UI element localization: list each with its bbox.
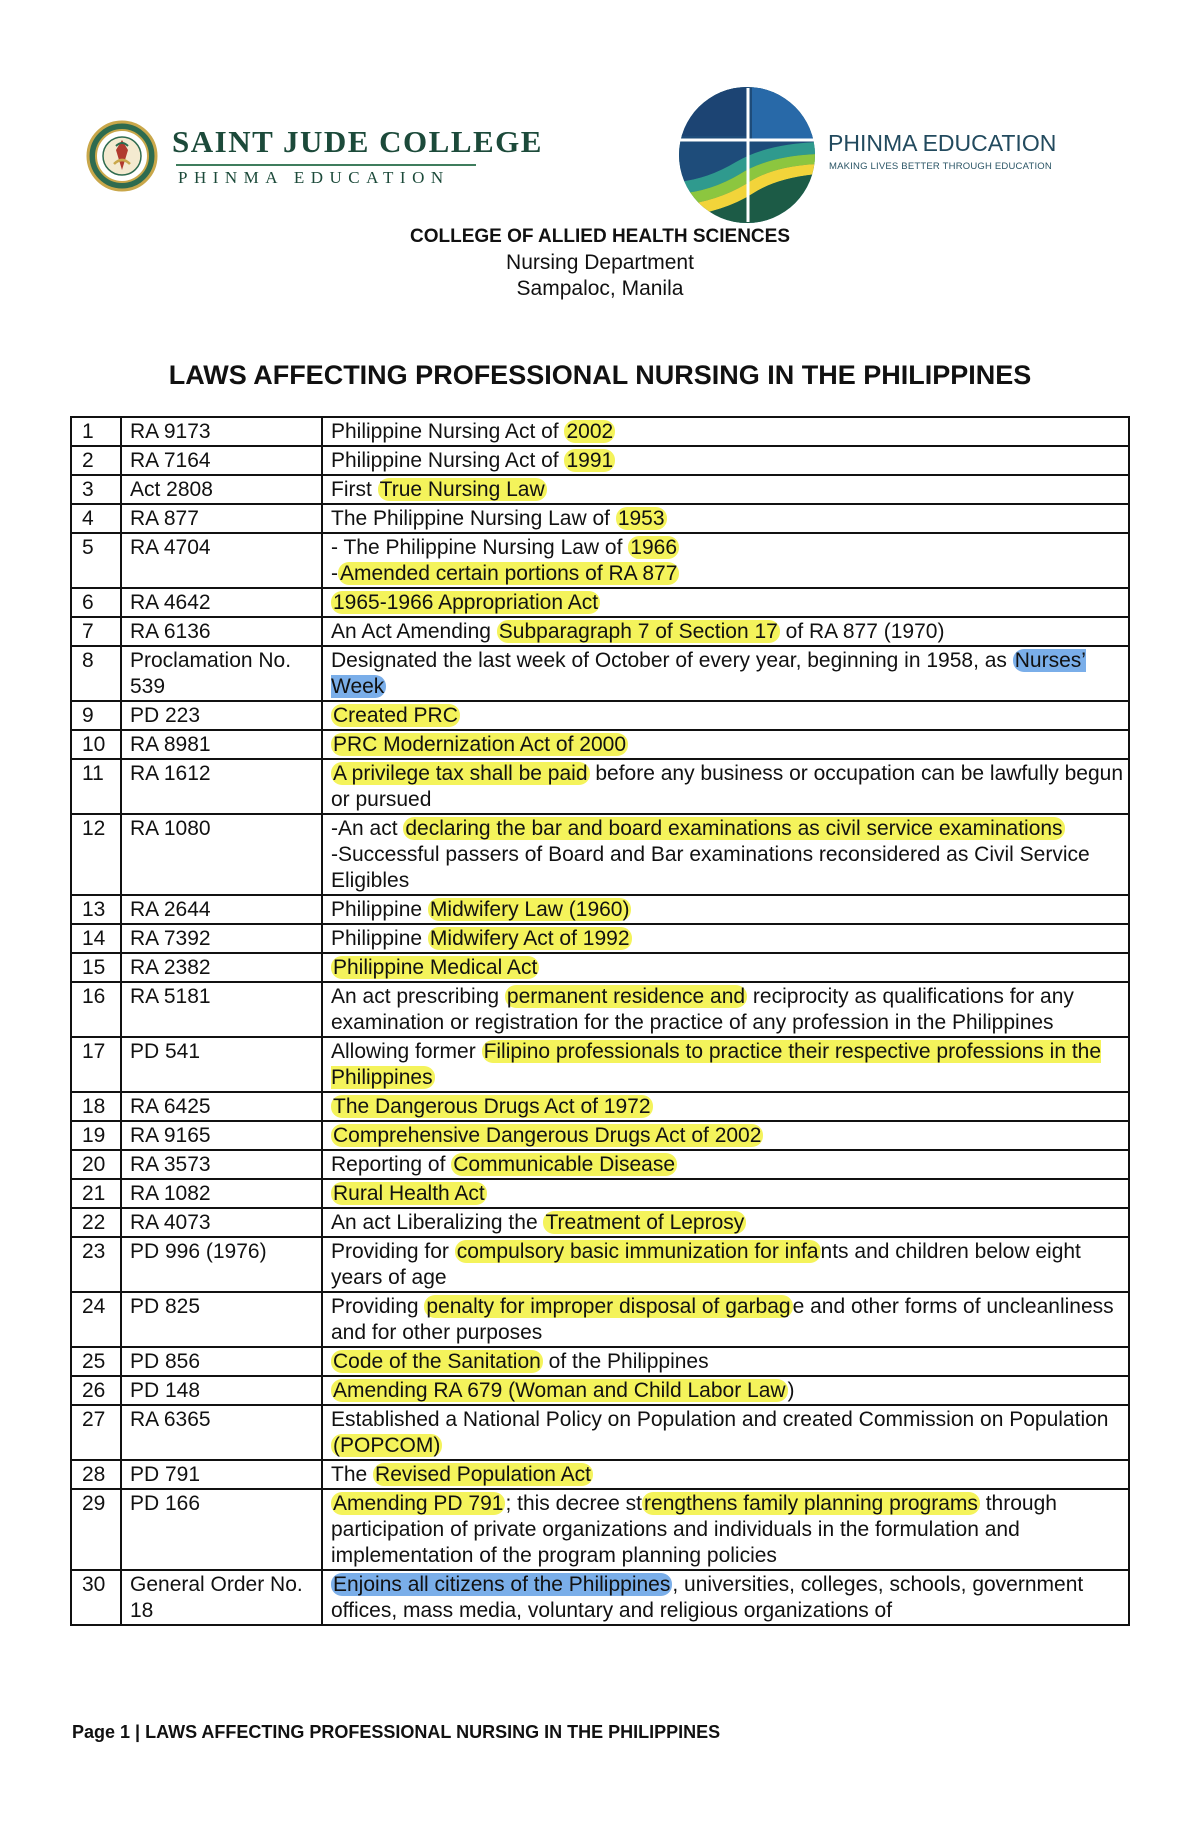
law-description [322,533,1129,588]
law-description [322,814,1129,895]
law-code: PD 825 [121,1292,322,1347]
law-code: RA 8981 [121,730,322,759]
description-text: Philippine Nursing Act of [331,420,565,443]
description-line [331,590,1123,616]
law-code: RA 4073 [121,1208,322,1237]
table-row [71,1237,1129,1292]
law-code: RA 6136 [121,617,322,646]
law-code: PD 996 (1976) [121,1237,322,1292]
description-line [331,842,1123,894]
table-row [71,1150,1129,1179]
description-line [331,1039,1123,1091]
table-row [71,446,1129,475]
description-line [331,419,1123,445]
law-code: RA 2644 [121,895,322,924]
table-row [71,953,1129,982]
sjc-logo-name: SAINT JUDE COLLEGE [172,124,543,159]
description-text: Allowing former [331,1040,482,1063]
phinma-globe-icon [676,84,818,226]
law-code: RA 9173 [121,417,322,446]
table-row [71,1179,1129,1208]
description-text: nts and children below eight years of age [331,1240,1081,1289]
laws-table [70,416,1130,1626]
law-description [322,701,1129,730]
row-number: 4 [71,504,121,533]
table-row [71,1121,1129,1150]
law-description [322,1121,1129,1150]
highlighted-text: 1965-1966 Appropriation Act [333,591,599,614]
row-number: 29 [71,1489,121,1570]
law-code: General Order No. 18 [121,1570,322,1625]
table-row [71,1460,1129,1489]
law-code: RA 877 [121,504,322,533]
description-text: Reporting of [331,1153,452,1176]
highlighted-text: A privilege tax shall be paid [333,762,588,785]
description-text: - [331,562,338,585]
row-number: 10 [71,730,121,759]
description-text: Established a National Policy on Population and created Commission on Population [331,1408,1109,1431]
description-line [331,1462,1123,1488]
row-number: 23 [71,1237,121,1292]
highlighted-text: Rural Health Act [333,1182,485,1205]
row-number: 9 [71,701,121,730]
row-number: 25 [71,1347,121,1376]
law-description [322,1092,1129,1121]
description-line [331,477,1123,503]
highlighted-text: penalty for improper disposal of garbag [426,1295,791,1318]
row-number: 19 [71,1121,121,1150]
highlighted-text: Amended certain portions of RA 877 [340,562,678,585]
description-line [331,1349,1123,1375]
description-line [331,648,1123,700]
table-row [71,1347,1129,1376]
law-code: RA 1612 [121,759,322,814]
laws-table-body [71,417,1129,1625]
law-code: RA 9165 [121,1121,322,1150]
law-description [322,504,1129,533]
law-description [322,1570,1129,1625]
law-description [322,588,1129,617]
description-line [331,1378,1123,1404]
description-text: e and other forms of uncleanliness and for other purposes [331,1295,1114,1344]
department-name: Nursing Department [506,251,694,274]
table-row [71,1092,1129,1121]
blue-highlighted-text: Nurses’ Week [331,649,1086,698]
row-number: 1 [71,417,121,446]
law-code: Proclamation No. 539 [121,646,322,701]
description-line [331,561,1123,587]
highlighted-text: Philippine Medical Act [333,956,538,979]
table-row [71,982,1129,1037]
law-description [322,475,1129,504]
table-row [71,814,1129,895]
table-row [71,924,1129,953]
description-text: Designated the last week of October of every year, beginning in 1958, as [331,649,1013,672]
table-row [71,1037,1129,1092]
description-line [331,926,1123,952]
phinma-education-logo [676,84,1076,234]
row-number: 2 [71,446,121,475]
table-row [71,1208,1129,1237]
phinma-logo-tagline: MAKING LIVES BETTER THROUGH EDUCATION [829,161,1052,172]
table-row [71,1292,1129,1347]
highlighted-text: Comprehensive Dangerous Drugs Act of 2002 [333,1124,762,1147]
description-line [331,1210,1123,1236]
description-text: of RA 877 (1970) [779,620,945,643]
law-description [322,417,1129,446]
description-text: An act Liberalizing the [331,1211,544,1234]
description-line [331,955,1123,981]
description-text: , universities, colleges, schools, government offices, mass media, voluntary and religious organizations of [331,1573,1084,1622]
law-code: RA 4704 [121,533,322,588]
table-row [71,1405,1129,1460]
law-code: Act 2808 [121,475,322,504]
description-text: of the Philippines [542,1350,709,1373]
table-row [71,617,1129,646]
law-code: RA 6365 [121,1405,322,1460]
highlighted-text: The Dangerous Drugs Act of 1972 [333,1095,651,1118]
highlighted-text: Code of the Sanitation [333,1350,541,1373]
row-number: 15 [71,953,121,982]
highlighted-text: rengthens family planning programs [644,1492,978,1515]
highlighted-text: Created PRC [333,704,458,727]
blue-highlighted-text: Enjoins all citizens of the Philippines [333,1573,671,1596]
law-code: RA 6425 [121,1092,322,1121]
table-row [71,1570,1129,1625]
description-line [331,703,1123,729]
law-description [322,1489,1129,1570]
highlighted-text: Treatment of Leprosy [545,1211,745,1234]
description-text: ; this decree st [505,1492,643,1515]
description-line [331,1152,1123,1178]
table-row [71,1489,1129,1570]
law-description [322,1208,1129,1237]
row-number: 13 [71,895,121,924]
law-code: PD 223 [121,701,322,730]
row-number: 12 [71,814,121,895]
law-code: RA 2382 [121,953,322,982]
sjc-logo-subtitle: PHINMA EDUCATION [178,168,450,187]
row-number: 22 [71,1208,121,1237]
law-description [322,1237,1129,1292]
law-code: RA 5181 [121,982,322,1037]
description-text: ) [787,1379,795,1402]
description-text: Philippine Nursing Act of [331,449,565,472]
document-title: LAWS AFFECTING PROFESSIONAL NURSING IN THE PHILIPPINES [168,360,1032,390]
table-row [71,533,1129,588]
description-text: through participation of private organizations and individuals in the formulation and implementation of the program planning policies [331,1492,1057,1567]
saint-jude-college-logo [86,118,543,198]
row-number: 26 [71,1376,121,1405]
sjc-logo-divider [176,164,476,166]
description-line [331,897,1123,923]
description-line [331,761,1123,813]
row-number: 18 [71,1092,121,1121]
description-text: An act prescribing [331,985,505,1008]
row-number: 24 [71,1292,121,1347]
law-code: PD 148 [121,1376,322,1405]
table-row [71,1376,1129,1405]
law-code: PD 791 [121,1460,322,1489]
highlighted-text: 1953 [617,507,665,530]
description-line [331,984,1123,1036]
description-text: First [331,478,378,501]
law-description [322,895,1129,924]
description-line [331,506,1123,532]
law-description [322,924,1129,953]
highlighted-text: Subparagraph 7 of Section 17 [498,620,778,643]
law-description [322,1150,1129,1179]
highlighted-text: permanent residence and [506,985,746,1008]
row-number: 16 [71,982,121,1037]
description-line [331,732,1123,758]
table-row [71,475,1129,504]
row-number: 28 [71,1460,121,1489]
row-number: 11 [71,759,121,814]
law-description [322,1292,1129,1347]
highlighted-text: Midwifery Act of 1992 [429,927,630,950]
description-line [331,1094,1123,1120]
row-number: 27 [71,1405,121,1460]
description-text: reciprocity as qualifications for any examination or registration for the practice of any profession in the Philippines [331,985,1074,1034]
law-description [322,759,1129,814]
highlighted-text: Filipino professionals to practice their respective professions in the Philippines [331,1040,1102,1089]
row-number: 8 [71,646,121,701]
row-number: 3 [71,475,121,504]
highlighted-text: (POPCOM) [333,1434,441,1457]
law-description [322,982,1129,1037]
law-description [322,730,1129,759]
table-row [71,417,1129,446]
highlighted-text: PRC Modernization Act of 2000 [333,733,626,756]
table-row [71,759,1129,814]
highlighted-text: 2002 [566,420,614,443]
description-line [331,1181,1123,1207]
highlighted-text: Communicable Disease [453,1153,676,1176]
description-text: Providing for [331,1240,455,1263]
description-text: before any business or occupation can be lawfully begun or pursued [331,762,1124,811]
law-description [322,1460,1129,1489]
description-line [331,1123,1123,1149]
law-code: RA 1080 [121,814,322,895]
description-text: Philippine [331,898,428,921]
highlighted-text: 1991 [566,449,614,472]
description-line [331,448,1123,474]
law-code: PD 541 [121,1037,322,1092]
highlighted-text: Amending RA 679 (Woman and Child Labor Law [333,1379,786,1402]
law-code: RA 3573 [121,1150,322,1179]
page-footer: Page 1 | LAWS AFFECTING PROFESSIONAL NURSING IN THE PHILIPPINES [72,1722,721,1742]
table-row [71,701,1129,730]
table-row [71,730,1129,759]
law-description [322,1347,1129,1376]
college-seal-icon [86,120,158,192]
highlighted-text: compulsory basic immunization for infa [456,1240,819,1263]
law-code: PD 166 [121,1489,322,1570]
row-number: 7 [71,617,121,646]
description-text: - The Philippine Nursing Law of [331,536,629,559]
phinma-logo-name: PHINMA EDUCATION [828,130,1057,156]
law-description [322,1376,1129,1405]
college-name: COLLEGE OF ALLIED HEALTH SCIENCES [409,226,790,247]
table-row [71,895,1129,924]
law-description [322,1405,1129,1460]
description-line [331,1491,1123,1569]
row-number: 30 [71,1570,121,1625]
description-text: The [331,1463,374,1486]
law-code: RA 7164 [121,446,322,475]
law-code: PD 856 [121,1347,322,1376]
description-text: The Philippine Nursing Law of [331,507,616,530]
description-line [331,816,1123,842]
highlighted-text: 1966 [630,536,677,559]
description-line [331,619,1123,645]
table-row [71,646,1129,701]
law-code: RA 4642 [121,588,322,617]
campus-location: Sampaloc, Manila [516,277,684,300]
row-number: 6 [71,588,121,617]
description-text: -Successful passers of Board and Bar examinations reconsidered as Civil Service Eligibles [331,843,1090,892]
table-row [71,504,1129,533]
description-text: -An act [331,817,404,840]
law-description [322,646,1129,701]
law-code: RA 1082 [121,1179,322,1208]
highlighted-text: True Nursing Law [379,478,545,501]
highlighted-text: declaring the bar and board examinations as civil service examinations [405,817,1063,840]
description-line [331,1294,1123,1346]
description-text: Providing [331,1295,425,1318]
law-description [322,1179,1129,1208]
law-description [322,617,1129,646]
description-text: An Act Amending [331,620,497,643]
description-text: Philippine [331,927,428,950]
law-code: RA 7392 [121,924,322,953]
row-number: 21 [71,1179,121,1208]
law-description [322,953,1129,982]
row-number: 5 [71,533,121,588]
description-line [331,535,1123,561]
row-number: 20 [71,1150,121,1179]
table-row [71,588,1129,617]
description-line [331,1407,1123,1459]
law-description [322,446,1129,475]
highlighted-text: Amending PD 791 [333,1492,504,1515]
law-description [322,1037,1129,1092]
description-line [331,1572,1123,1624]
row-number: 17 [71,1037,121,1092]
highlighted-text: Revised Population Act [375,1463,591,1486]
highlighted-text: Midwifery Law (1960) [429,898,630,921]
description-line [331,1239,1123,1291]
row-number: 14 [71,924,121,953]
